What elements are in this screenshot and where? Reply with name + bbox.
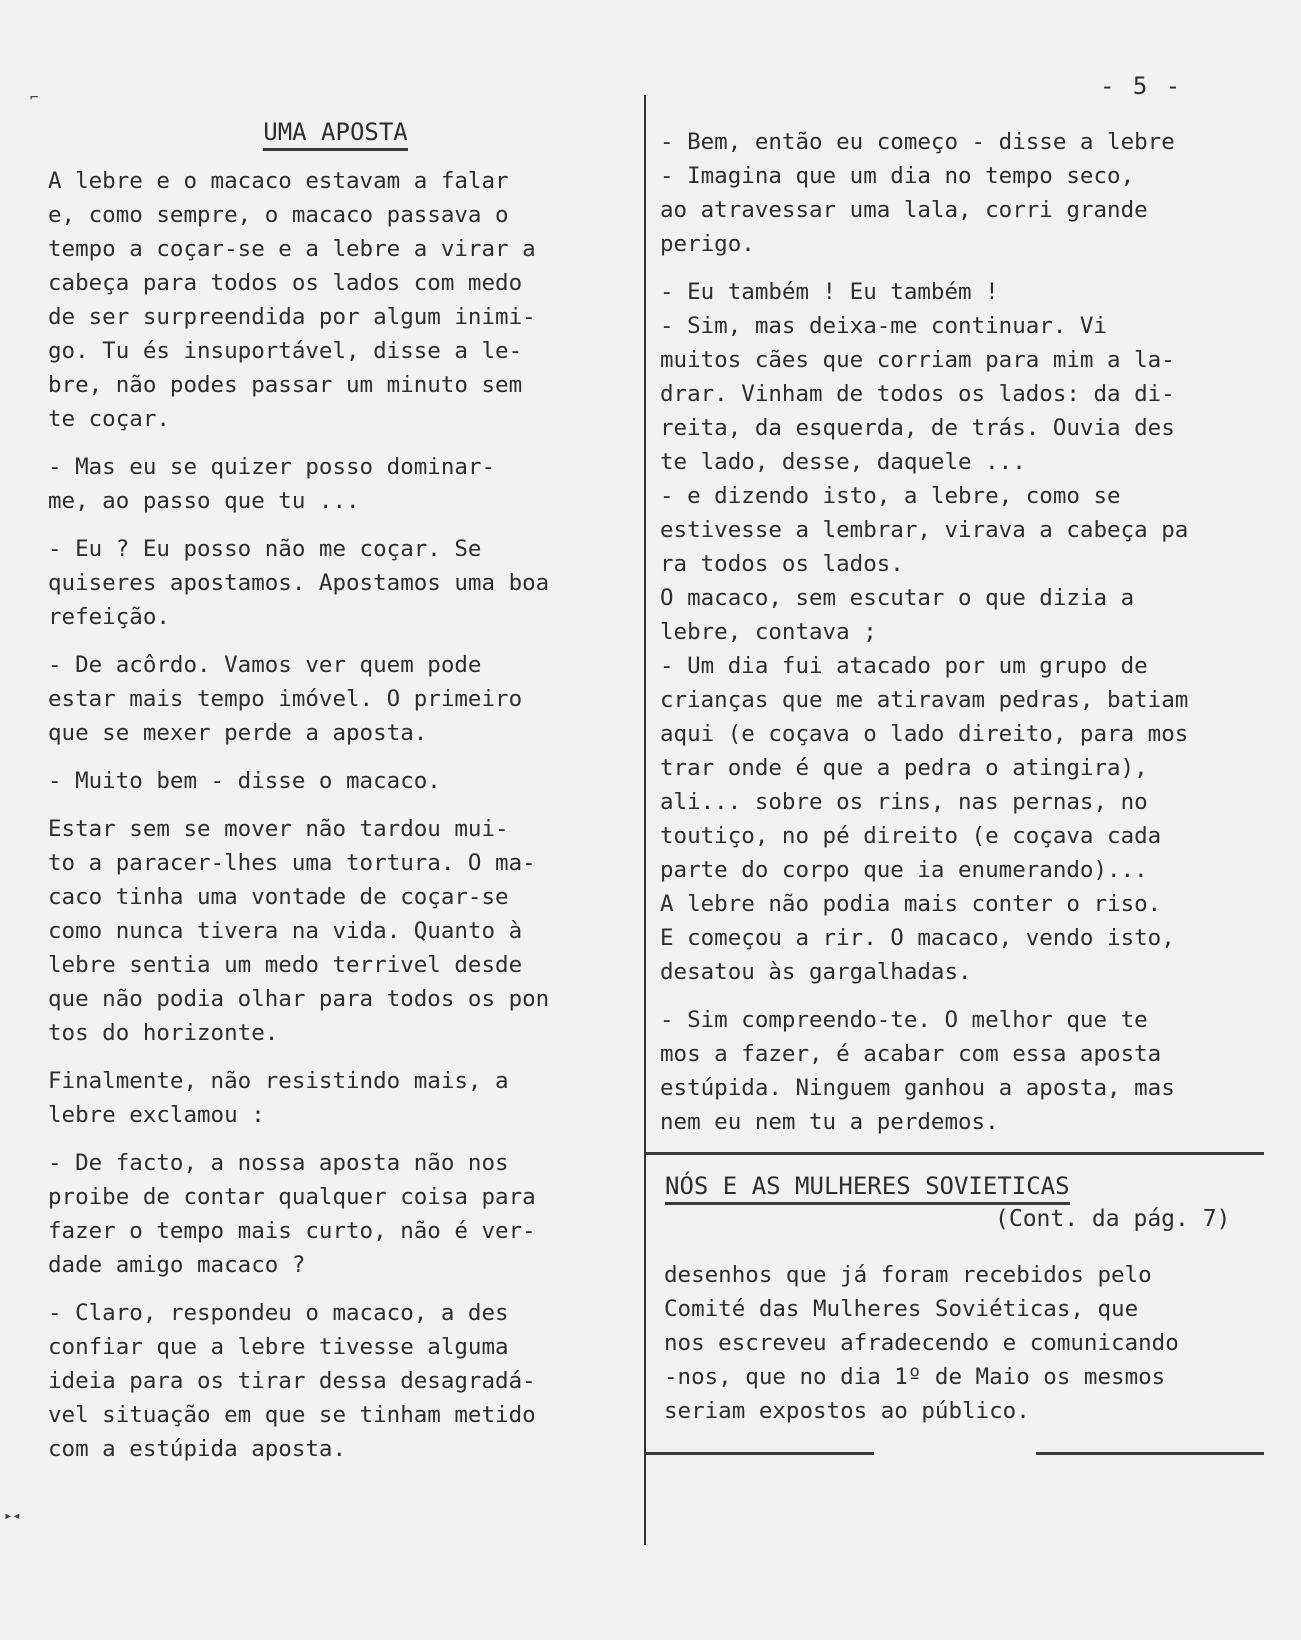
paragraph: A lebre e o macaco estavam a falar e, como sempre, o macaco passava o tempo a coçar-se e a lebre a virar a cabeça para todos os lados com medo de ser surpreendida por algum inimi- go. Tu és insuportável, disse a le- bre, não podes passar um minuto sem te coçar. [48,168,536,432]
paragraph: desenhos que já foram recebidos pelo Comité das Mulheres Soviéticas, que nos escreveu afradecendo e comunicando -nos, que no dia 1º de Maio os mesmos seriam expostos ao público. [664,1262,1179,1424]
bottom-rule-right [1036,1452,1264,1455]
left-column [48,118,623,1480]
paragraph: Estar sem se mover não tardou mui- to a paracer-lhes uma tortura. O ma- caco tinha uma vontade de coçar-se como nunca tivera na vida. Quanto à lebre sentia um medo terrivel desde que não podia olhar para todos os pon tos do horizonte. [48,816,550,1046]
paragraph: Finalmente, não resistindo mais, a lebre exclamou : [48,1068,509,1128]
paragraph: - Bem, então eu começo - disse a lebre - Imagina que um dia no tempo seco, ao atravessar uma lala, corri grande perigo. [660,129,1175,257]
paragraph: - De facto, a nossa aposta não nos proibe de contar qualquer coisa para fazer o tempo mais curto, não é ver- dade amigo macaco ? [48,1150,536,1278]
section-title: NÓS E AS MULHERES SOVIETICAS [665,1172,1070,1200]
continuation-note: (Cont. da pág. 7) [995,1206,1231,1232]
column-divider [644,95,646,1545]
paragraph: - Eu ? Eu posso não me coçar. Se quiseres apostamos. Apostamos uma boa refeição. [48,536,550,630]
paragraph: - Sim compreendo-te. O melhor que te mos a fazer, é acabar com essa aposta estúpida. Ninguem ganhou a aposta, mas nem eu nem tu a perdemos. [660,1007,1175,1135]
story-title: UMA APOSTA [48,118,623,146]
paragraph: - Eu também ! Eu também ! - Sim, mas deixa-me continuar. Vi muitos cães que corriam para mim a la- drar. Vinham de todos os lados: da di- reita, da esquerda, de trás. Ouvia des te lado, desse, daquele ... - e dizendo isto, a lebre, como se estivesse a lembrar, virava a cabeça pa ra todos os lados. O macaco, sem escutar o que dizia a lebre, contava ; - Um dia fui atacado por um grupo de crianças que me atiravam pedras, batiam aqui (e coçava o lado direito, para mos trar onde é que a pedra o atingira), ali... sobre os rins, nas pernas, no toutiço, no pé direito (e coçava cada parte do corpo que ia enumerando)... A lebre não podia mais conter o riso. E começou a rir. O macaco, vendo isto, desatou às gargalhadas. [660,279,1189,985]
right-column-continued [664,1258,1269,1442]
page-mark: ▸◂ [4,1508,21,1524]
paragraph: - Muito bem - disse o macaco. [48,768,441,794]
right-column [660,125,1265,1153]
page-mark: ⌐ [30,90,39,106]
page-number: - 5 - [1100,72,1183,100]
section-rule [646,1152,1264,1155]
bottom-rule-left [646,1452,874,1455]
paragraph: - Claro, respondeu o macaco, a des confiar que a lebre tivesse alguma ideia para os tirar dessa desagradá- vel situação em que se tinham metido com a estúpida aposta. [48,1300,536,1462]
paragraph: - De acôrdo. Vamos ver quem pode estar mais tempo imóvel. O primeiro que se mexer perde a aposta. [48,652,523,746]
paragraph: - Mas eu se quizer posso dominar- me, ao passo que tu ... [48,454,496,514]
